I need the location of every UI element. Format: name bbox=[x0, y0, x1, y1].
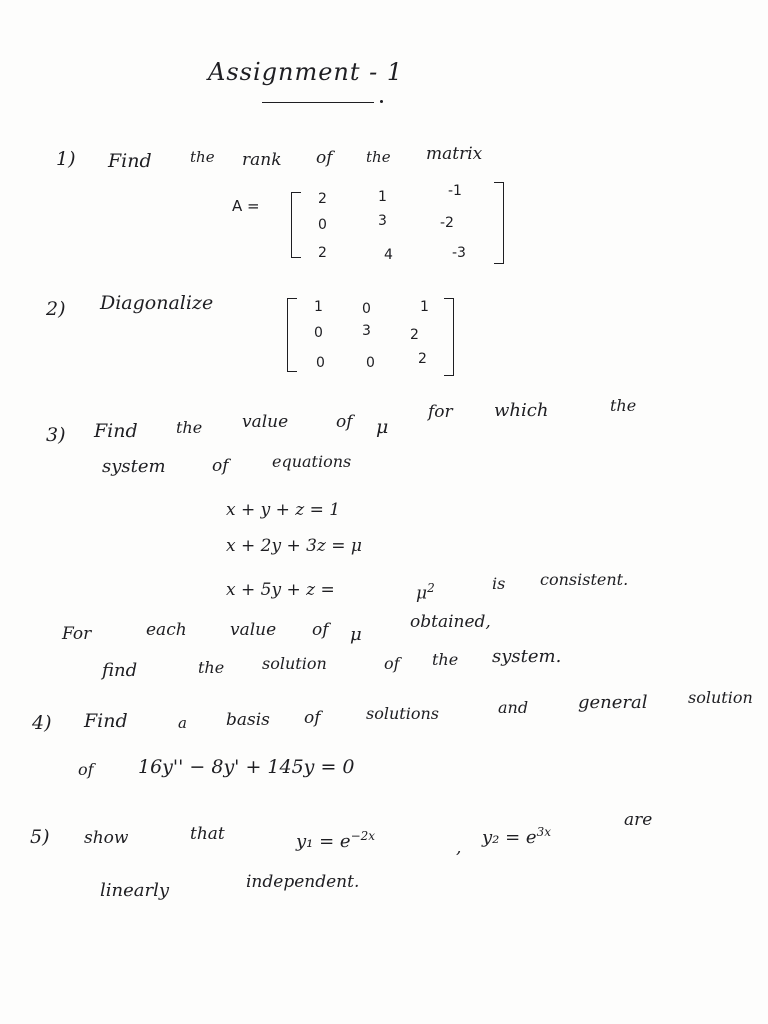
q4-of: of bbox=[78, 760, 94, 779]
matrix-right-bracket bbox=[494, 182, 504, 264]
q1-word: matrix bbox=[426, 144, 483, 164]
q3-word: find bbox=[102, 660, 138, 681]
q3-word: the bbox=[176, 418, 203, 437]
matrix-cell: -2 bbox=[440, 215, 454, 231]
q4-word: Find bbox=[84, 710, 128, 732]
q4-word: a bbox=[178, 714, 187, 732]
q3-word: is bbox=[492, 574, 506, 593]
q3-word: of bbox=[384, 654, 400, 673]
matrix-cell: 2 bbox=[410, 327, 419, 343]
y2-base: y₂ = e bbox=[482, 827, 537, 848]
q3-word: μ bbox=[376, 416, 389, 438]
q5-word: are bbox=[624, 810, 653, 830]
q1-word: the bbox=[190, 148, 215, 166]
q2-number: 2) bbox=[46, 298, 66, 320]
title-underline bbox=[262, 102, 374, 103]
q3-word: μ bbox=[350, 624, 362, 645]
q4-number: 4) bbox=[32, 712, 52, 734]
q5-number: 5) bbox=[30, 826, 50, 848]
matrix-cell: -1 bbox=[448, 183, 462, 199]
q5-word: linearly bbox=[100, 880, 170, 901]
matrix-cell: 0 bbox=[318, 217, 327, 233]
equation-1: x + y + z = 1 bbox=[226, 500, 341, 520]
q4-word: basis bbox=[226, 710, 270, 730]
q3-word: which bbox=[494, 400, 549, 421]
q1-word: of bbox=[316, 148, 333, 168]
matrix-label: A = bbox=[232, 197, 260, 215]
mu-symbol: μ bbox=[416, 583, 428, 604]
q4-word: general bbox=[578, 692, 648, 713]
matrix-cell: 0 bbox=[314, 325, 323, 341]
differential-equation: 16y'' − 8y' + 145y = 0 bbox=[138, 756, 355, 778]
equation-3-rhs bbox=[416, 582, 435, 603]
q4-word: and bbox=[498, 698, 529, 717]
q1-word: rank bbox=[242, 150, 282, 170]
y1-base: y₁ = e bbox=[296, 831, 351, 852]
comma: , bbox=[456, 838, 462, 858]
matrix-cell: -3 bbox=[452, 245, 466, 261]
q3-word: consistent. bbox=[540, 570, 629, 589]
matrix-left-bracket bbox=[287, 298, 297, 372]
matrix-cell: 1 bbox=[314, 299, 323, 315]
q1-word: Find bbox=[108, 150, 152, 172]
y2-expression bbox=[482, 826, 551, 847]
q3-word: each bbox=[146, 620, 187, 640]
q1-number: 1) bbox=[56, 148, 76, 170]
q4-word: of bbox=[304, 708, 321, 728]
q3-word: the bbox=[432, 650, 459, 669]
matrix-left-bracket bbox=[291, 192, 301, 258]
matrix-cell: 1 bbox=[420, 299, 429, 315]
matrix-cell: 2 bbox=[318, 245, 327, 261]
q4-word: solutions bbox=[366, 704, 439, 723]
exponent: 3x bbox=[536, 825, 551, 839]
title-dot bbox=[380, 100, 383, 103]
q3-word: of bbox=[212, 456, 229, 476]
q3-word: obtained, bbox=[410, 612, 491, 632]
y1-expression bbox=[296, 830, 375, 851]
q5-word: show bbox=[84, 828, 129, 848]
q3-word: Find bbox=[94, 420, 138, 442]
matrix-cell: 0 bbox=[316, 355, 325, 371]
q3-word: system bbox=[102, 456, 166, 477]
q1-word: the bbox=[366, 148, 391, 166]
q3-word: value bbox=[230, 620, 277, 640]
q3-word: for bbox=[428, 402, 453, 422]
equation-3-lhs: x + 5y + z = bbox=[226, 580, 335, 600]
matrix-cell: 3 bbox=[362, 323, 371, 339]
q3-word: the bbox=[198, 658, 225, 677]
matrix-right-bracket bbox=[444, 298, 454, 376]
exponent: −2x bbox=[350, 829, 376, 843]
q3-word: value bbox=[242, 412, 289, 432]
q3-word: of bbox=[312, 620, 329, 640]
q3-number: 3) bbox=[46, 424, 66, 446]
q3-word: For bbox=[62, 624, 92, 644]
matrix-cell: 2 bbox=[418, 351, 427, 367]
matrix-cell: 0 bbox=[366, 355, 375, 371]
matrix-cell: 1 bbox=[378, 189, 387, 205]
matrix-cell: 0 bbox=[362, 301, 371, 317]
q5-word: independent. bbox=[246, 872, 360, 892]
q3-word: system. bbox=[492, 646, 562, 667]
matrix-cell: 3 bbox=[378, 213, 387, 229]
assignment-title: Assignment - 1 bbox=[208, 58, 404, 86]
q3-word: equations bbox=[272, 452, 352, 471]
matrix-cell: 2 bbox=[318, 191, 327, 207]
q4-word: solution bbox=[688, 688, 753, 707]
q3-word: of bbox=[336, 412, 353, 432]
equation-2: x + 2y + 3z = μ bbox=[226, 536, 362, 556]
q3-word: solution bbox=[262, 654, 327, 673]
q2-word: Diagonalize bbox=[100, 292, 214, 314]
matrix-cell: 4 bbox=[384, 247, 393, 263]
exponent: 2 bbox=[427, 581, 435, 595]
q5-word: that bbox=[190, 824, 225, 844]
q3-word: the bbox=[610, 396, 637, 415]
